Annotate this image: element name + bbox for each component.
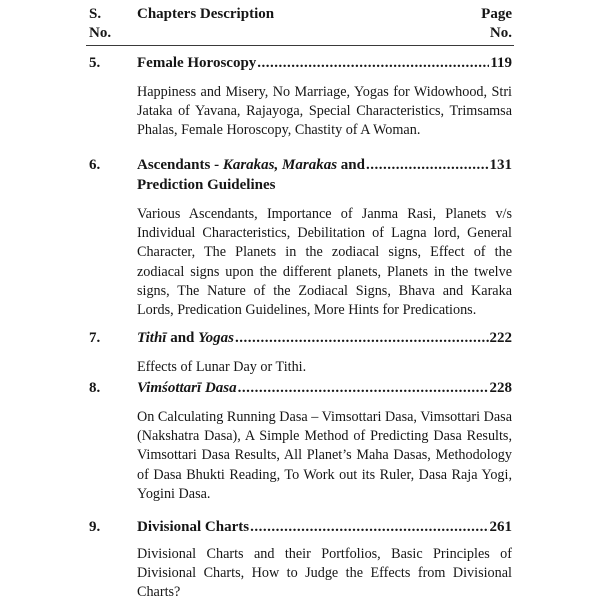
chapter-number: 5. bbox=[89, 55, 101, 71]
chapter-number: 7. bbox=[89, 330, 101, 346]
header-divider bbox=[86, 45, 514, 46]
header-sno-line2: No. bbox=[89, 25, 112, 41]
chapter-title-row bbox=[137, 53, 512, 73]
chapter-title-part1: Ascendants - bbox=[137, 157, 223, 173]
chapter-entry-9 bbox=[86, 517, 512, 603]
dot-leader bbox=[257, 53, 489, 73]
header-chapters-description: Chapters Description bbox=[137, 6, 275, 22]
chapter-number: 6. bbox=[89, 157, 101, 173]
header-serial-number bbox=[89, 5, 119, 43]
chapter-title-italic-2: Yogas bbox=[198, 330, 234, 346]
chapter-title-row bbox=[137, 155, 512, 175]
chapter-description: Various Ascendants, Importance of Janma Rasi, Planets v/s Individual Characteristics, Debilitation of Lagna lord, General Character, The Planets in the zodiacal signs, Effect of the zodiacal signs upon the different planets, Planets in the twelve signs, The Nature of the Zodiacal Signs, Bhava and Karaka Lords, Predication Guidelines, More Hints for Predications. bbox=[137, 206, 512, 319]
header-page-line1: Page bbox=[481, 6, 512, 22]
chapter-title: Female Horoscopy bbox=[137, 55, 257, 71]
chapter-description: Effects of Lunar Day or Tithi. bbox=[137, 359, 307, 375]
chapter-page-number: 131 bbox=[489, 157, 512, 173]
chapter-entry-8 bbox=[86, 378, 512, 504]
chapter-page-number: 228 bbox=[489, 380, 512, 396]
chapter-title-row bbox=[137, 328, 512, 348]
header-page-number bbox=[481, 5, 512, 43]
chapter-title: Divisional Charts bbox=[137, 519, 250, 535]
chapter-title bbox=[137, 328, 234, 348]
chapter-title-italic-1: Tithī bbox=[137, 330, 167, 346]
chapter-title-row bbox=[137, 378, 512, 398]
chapter-description: On Calculating Running Dasa – Vimsottari Dasa, Vimsottari Dasa (Nakshatra Dasa), A Simple Method of Predicting Dasa Results, Vimsottari Dasa Results, All Planet’s Maha Dasas, Methodology of Dasa Bhukti Reading, To Work out its Ruler, Dasa Raja Yogi, Yogini Dasa. bbox=[137, 409, 512, 502]
dot-leader bbox=[235, 328, 489, 348]
header-sno-line1: S. bbox=[89, 6, 102, 22]
chapter-number: 9. bbox=[89, 519, 101, 535]
chapter-page-number: 261 bbox=[489, 519, 512, 535]
chapter-subtitle: Prediction Guidelines bbox=[137, 177, 276, 193]
chapter-title-row bbox=[137, 517, 512, 537]
dot-leader bbox=[250, 517, 488, 537]
chapter-entry-6 bbox=[86, 155, 512, 320]
chapter-title-mid: and bbox=[166, 330, 199, 346]
header-page-line2: No. bbox=[489, 25, 512, 41]
chapter-title bbox=[137, 155, 365, 175]
chapter-entry-5 bbox=[86, 53, 512, 141]
chapter-title-italic: Vimśottarī Dasa bbox=[137, 380, 237, 396]
chapter-description: Divisional Charts and their Portfolios, Basic Principles of Divisional Charts, How to Judge the Effects from Divisional Charts? bbox=[137, 546, 512, 601]
chapter-title-part2: and bbox=[337, 157, 365, 173]
chapter-title bbox=[137, 378, 237, 398]
chapter-title-italic: Karakas, Marakas bbox=[222, 157, 338, 173]
dot-leader bbox=[366, 155, 489, 175]
chapter-description: Happiness and Misery, No Marriage, Yogas for Widowhood, Stri Jataka of Yavana, Rajayoga, Special Characteristics, Trimsamsa Phalas, Female Horoscopy, Chastity of A Woman. bbox=[137, 84, 512, 139]
chapter-page-number: 119 bbox=[490, 55, 512, 71]
dot-leader bbox=[238, 378, 489, 398]
chapter-entry-7 bbox=[86, 328, 512, 377]
chapter-page-number: 222 bbox=[489, 330, 512, 346]
chapter-number: 8. bbox=[89, 380, 101, 396]
